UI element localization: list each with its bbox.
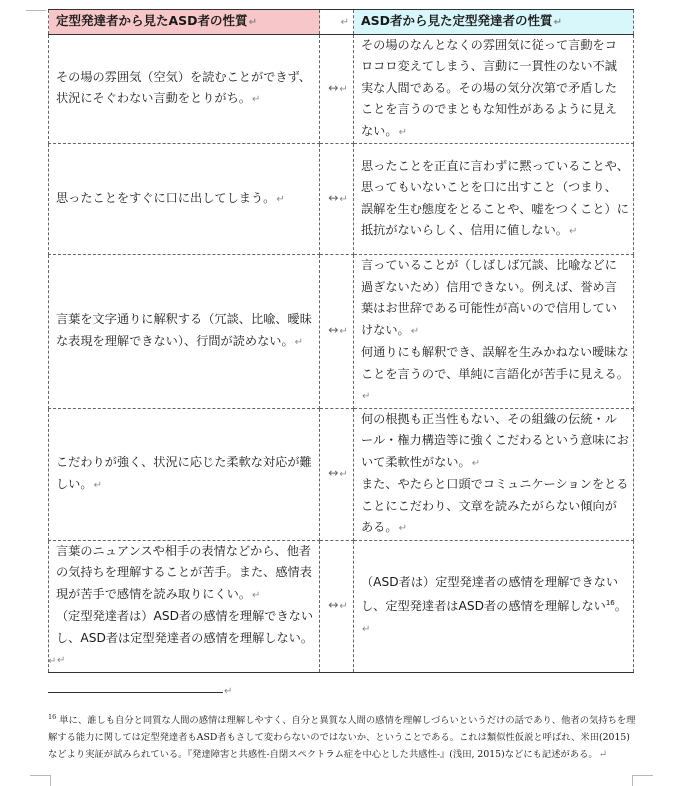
table-row (49, 144, 634, 255)
paragraph-mark: ↵ (48, 656, 57, 667)
header-spacer: ↵ (320, 10, 354, 35)
paragraph-mark: ↵ (224, 686, 233, 697)
page-corner-mark (30, 775, 51, 786)
row-3-right: 言っていることが（しばしば冗談、比喩などに過ぎないため）信用できない。例えば、誉め言葉はお世辞である可能性が高いので信用していけない。↵ 何通りにも解釈でき、誤解を生みかねない曖昧なことを言うので、単純に言語化が苦手に見える。↵ (354, 255, 634, 409)
row-2-arrow: ↔↵ (320, 144, 354, 255)
row-2-right: 思ったことを正直に言わずに黙っていることや、思ってもいないことを口に出すこと（つまり、誤解を生む態度をとることや、嘘をつくこと）に抵抗がないらしく、信用に値しない。↵ (354, 144, 634, 255)
footnote: $^{16}$ 単に、誰しも自分と同質な人間の感情は理解しやすく、自分と異質な人間の感情を理解しづらいというだけの話であり、他者の気持ちを理解する能力に関しては定型発達者もASD者もさして変わらないのではないか、ということである。これは類似性仮説と呼ばれ、米田(2015)などより実証が試みられている。『発達障害と共感性-自閉スペクトラム症を中心とした共感性-』(浅田, 2015)などにも記述がある。↵ (48, 713, 636, 761)
row-4-right: 何の根拠も正当性もない、その組織の伝統・ルール・権力構造等に強くこだわるという意味において柔軟性がない。↵ また、やたらと口頭でコミュニケーションをとることにこだわり、文章を読みたがらない傾向がある。↵ (354, 408, 634, 540)
row-1-right: その場のなんとなくの雰囲気に従って言動をコロコロ変えてしまう、言動に一貫性のない不誠実な人間である。その場の気分次第で矛盾したことを言うのでまともな知性があるように見えない。↵ (354, 34, 634, 144)
row-2-left: 思ったことをすぐに口に出してしまう。↵ (49, 144, 320, 255)
footnote-number: 16 (48, 713, 57, 721)
row-3-arrow: ↔↵ (320, 255, 354, 409)
row-3-left: 言葉を文字通りに解釈する（冗談、比喩、曖昧な表現を理解できない）、行間が読めない。↵ (49, 255, 320, 409)
row-5-arrow: ↔↵ (320, 540, 354, 672)
row-1-left: その場の雰囲気（空気）を読むことができず、状況にそぐわない言動をとりがち。↵ (49, 34, 320, 144)
table-row (49, 34, 634, 144)
row-4-left: こだわりが強く、状況に応じた柔軟な対応が難しい。↵ (49, 408, 320, 540)
page-corner-mark (632, 775, 653, 786)
row-5-left: 言葉のニュアンスや相手の表情などから、他者の気持ちを理解することが苦手。また、感情表現が苦手で感情を読み取りにくい。↵ （定型発達者は）ASD者の感情を理解できないし、ASD者は定型発達者の感情を理解しない。↵ (49, 540, 320, 672)
table-row (49, 540, 634, 672)
footnote-text: 単に、誰しも自分と同質な人間の感情は理解しやすく、自分と異質な人間の感情を理解しづらいというだけの話であり、他者の気持ちを理解する能力に関しては定型発達者もASD者もさして変わらないのではないか、ということである。これは類似性仮説と呼ばれ、米田(2015)などより実証が試みられている。『発達障害と共感性-自閉スペクトラム症を中心とした共感性-』(浅田, 2015)などにも記述がある。 (48, 715, 636, 761)
table-row (49, 255, 634, 409)
header-neurotypical-view: 定型発達者から見たASD者の性質↵ (49, 10, 320, 35)
row-1-arrow: ↔↵ (320, 34, 354, 144)
row-5-right: （ASD者は）定型発達者の感情を理解できないし、定型発達者はASD者の感情を理解しない$^{16}$。↵ (354, 540, 634, 672)
comparison-table (48, 9, 634, 673)
header-asd-view: ASD者から見た定型発達者の性質↵ (354, 10, 634, 35)
page-corner-mark (26, 2, 46, 11)
table-header-row (49, 10, 634, 35)
footnote-separator (48, 692, 223, 693)
row-4-arrow: ↔↵ (320, 408, 354, 540)
table-row (49, 408, 634, 540)
footnote-reference: 16 (605, 599, 615, 608)
